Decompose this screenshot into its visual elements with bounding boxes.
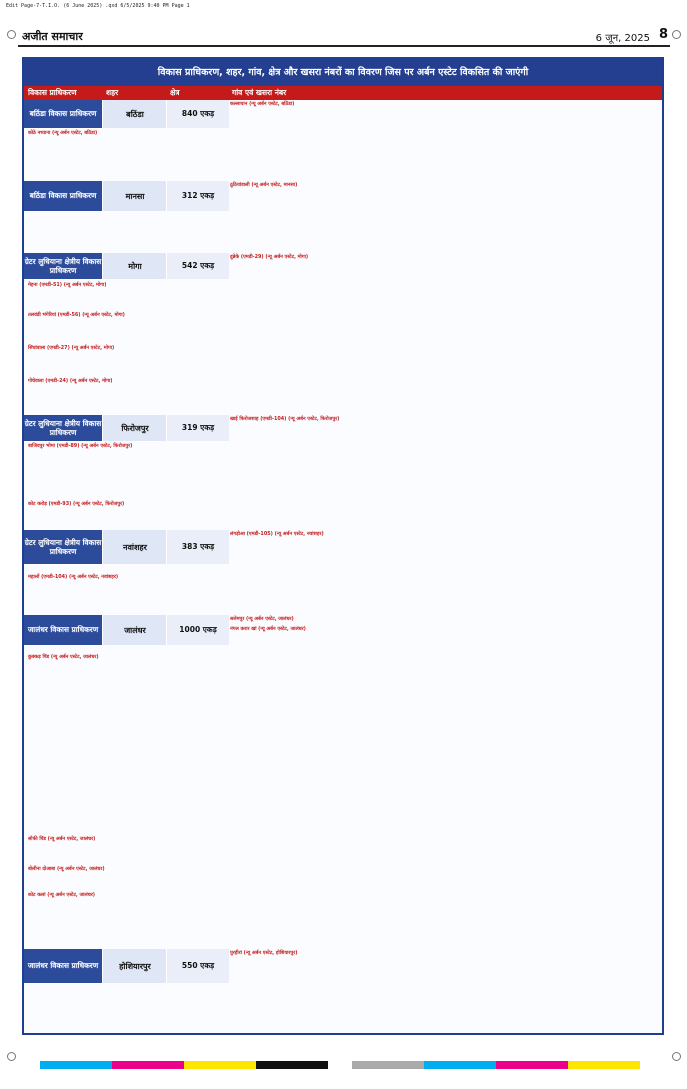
village-block: [28, 891, 658, 947]
village-block: [28, 281, 658, 309]
page-number: 8: [658, 27, 668, 42]
row-area: 550 एकड़: [166, 949, 229, 983]
village-block: [28, 865, 658, 889]
village-block: [230, 615, 658, 625]
village-name: कोठे नथ्याना (न्यू अर्बन एस्टेट, बठिंडा): [28, 130, 98, 136]
village-block: [230, 530, 658, 572]
row-city: जालंधर: [102, 615, 167, 645]
row-authority: बठिंडा विकास प्राधिकरण: [24, 181, 102, 212]
row-area: 312 एकड़: [166, 181, 229, 211]
row-area: 383 एकड़: [166, 530, 229, 564]
village-block: [230, 181, 658, 251]
row-city: होशियारपुर: [102, 949, 167, 983]
village-name: मेहना (एमडी-51) (न्यू अर्बन एस्टेट, मोगा): [28, 282, 107, 288]
registration-mark: [7, 1052, 16, 1061]
ad-title: विकास प्राधिकरण, शहर, गांव, क्षेत्र और खसरा नंबरों का विवरण जिस पर अर्बन एस्टेट विकसित की जाएंगी: [24, 59, 662, 86]
village-name: महालों (एमडी-104) (न्यू अर्बन एस्टेट, नवांशहर): [28, 574, 119, 580]
village-name: कुक्कड़ पिंड (न्यू अर्बन एस्टेट, जालंधर): [28, 654, 99, 660]
row-authority: बठिंडा विकास प्राधिकरण: [24, 100, 102, 129]
village-name: बोलीना दोआबा (न्यू अर्बन एस्टेट, जालंधर): [28, 866, 105, 872]
village-name: कोट कलां (न्यू अर्बन एस्टेट, जालंधर): [28, 892, 95, 898]
row-authority: ग्रेटर लुधियाना क्षेत्रीय विकास प्राधिकरण: [24, 530, 102, 565]
village-block: [28, 573, 658, 613]
row-authority: जालंधर विकास प्राधिकरण: [24, 949, 102, 984]
registration-mark: [672, 1052, 681, 1061]
issue-date: 6 जून, 2025: [595, 33, 650, 44]
village-name: कल्लायान (न्यू अर्बन एस्टेट, बठिंडा): [230, 101, 295, 107]
header-city: शहर: [102, 86, 166, 100]
village-block: [28, 377, 658, 413]
village-block: [28, 344, 658, 374]
registration-mark: [7, 30, 16, 39]
row-area: 1000 एकड़: [166, 615, 229, 645]
row-authority: ग्रेटर लुधियाना क्षेत्रीय विकास प्राधिकरण: [24, 253, 102, 280]
row-area: 319 एकड़: [166, 415, 229, 441]
village-name: तलवंडी भंगेरियां (एमडी-56) (न्यू अर्बन एस्टेट, मोगा): [28, 312, 125, 318]
village-name: बाजिदपुर भोमा (एमडी-89) (न्यू अर्बन एस्टेट, फिरोजपुर): [28, 443, 133, 449]
village-name: पुरहीरां (न्यू अर्बन एस्टेट, होशियारपुर): [230, 950, 298, 956]
row-area: 542 एकड़: [166, 253, 229, 279]
print-slug: Edit Page-7-T.I.O. (6 June 2025) .qxd 6/5/2025 9:40 PM Page 1: [6, 3, 190, 9]
village-name: गोधेवाला (एमडी-24) (न्यू अर्बन एस्टेट, मोगा): [28, 378, 113, 384]
village-block: [230, 100, 658, 128]
row-city: मानसा: [102, 181, 167, 211]
village-block: [28, 129, 658, 179]
row-city: बठिंडा: [102, 100, 167, 128]
row-area: 840 एकड़: [166, 100, 229, 128]
header-area: क्षेत्र: [166, 86, 228, 100]
village-block: [230, 415, 658, 439]
village-block: [230, 625, 658, 651]
color-calibration-bar: [40, 1061, 640, 1069]
village-block: [28, 500, 658, 528]
land-notice-advertisement: [22, 57, 664, 1035]
row-city: मोगा: [102, 253, 167, 279]
village-name: दुन्नेके (एमडी-29) (न्यू अर्बन एस्टेट, मोगा): [230, 254, 309, 260]
header-authority: विकास प्राधिकरण: [24, 86, 102, 100]
registration-mark: [672, 30, 681, 39]
row-authority: जालंधर विकास प्राधिकरण: [24, 615, 102, 646]
village-block: [28, 442, 658, 498]
village-name: खाई फिरोजशाह (एमडी-104) (न्यू अर्बन एस्टेट, फिरोजपुर): [230, 416, 340, 422]
village-name: सलेमपुर (न्यू अर्बन एस्टेट, जालंधर): [230, 616, 294, 622]
village-block: [28, 835, 658, 863]
village-block: [230, 253, 658, 271]
row-city: नवांशहर: [102, 530, 167, 564]
row-authority: ग्रेटर लुधियाना क्षेत्रीय विकास प्राधिकरण: [24, 415, 102, 442]
village-name: सिंघांवाला (एमडी-27) (न्यू अर्बन एस्टेट, मोगा): [28, 345, 115, 351]
row-city: फिरोजपुर: [102, 415, 167, 441]
village-name: सोफी पिंड (न्यू अर्बन एस्टेट, जालंधर): [28, 836, 96, 842]
village-block: [230, 949, 658, 1031]
village-name: ठूठियांवाली (न्यू अर्बन एस्टेट, मानसा): [230, 182, 298, 188]
village-block: [28, 311, 658, 341]
village-name: लंगड़ोआ (एमडी-105) (न्यू अर्बन एस्टेट, नवांशहर): [230, 531, 324, 537]
paper-name: अजीत समाचार: [22, 30, 83, 43]
header-villages: गांव एवं खसरा नंबर: [228, 86, 662, 100]
masthead: [18, 28, 670, 47]
village-block: [28, 653, 658, 833]
village-name: नंगल करार खां (न्यू अर्बन एस्टेट, जालंधर): [230, 626, 306, 632]
village-name: कोट करोड़ (एमडी-93) (न्यू अर्बन एस्टेट, फिरोजपुर): [28, 501, 125, 507]
